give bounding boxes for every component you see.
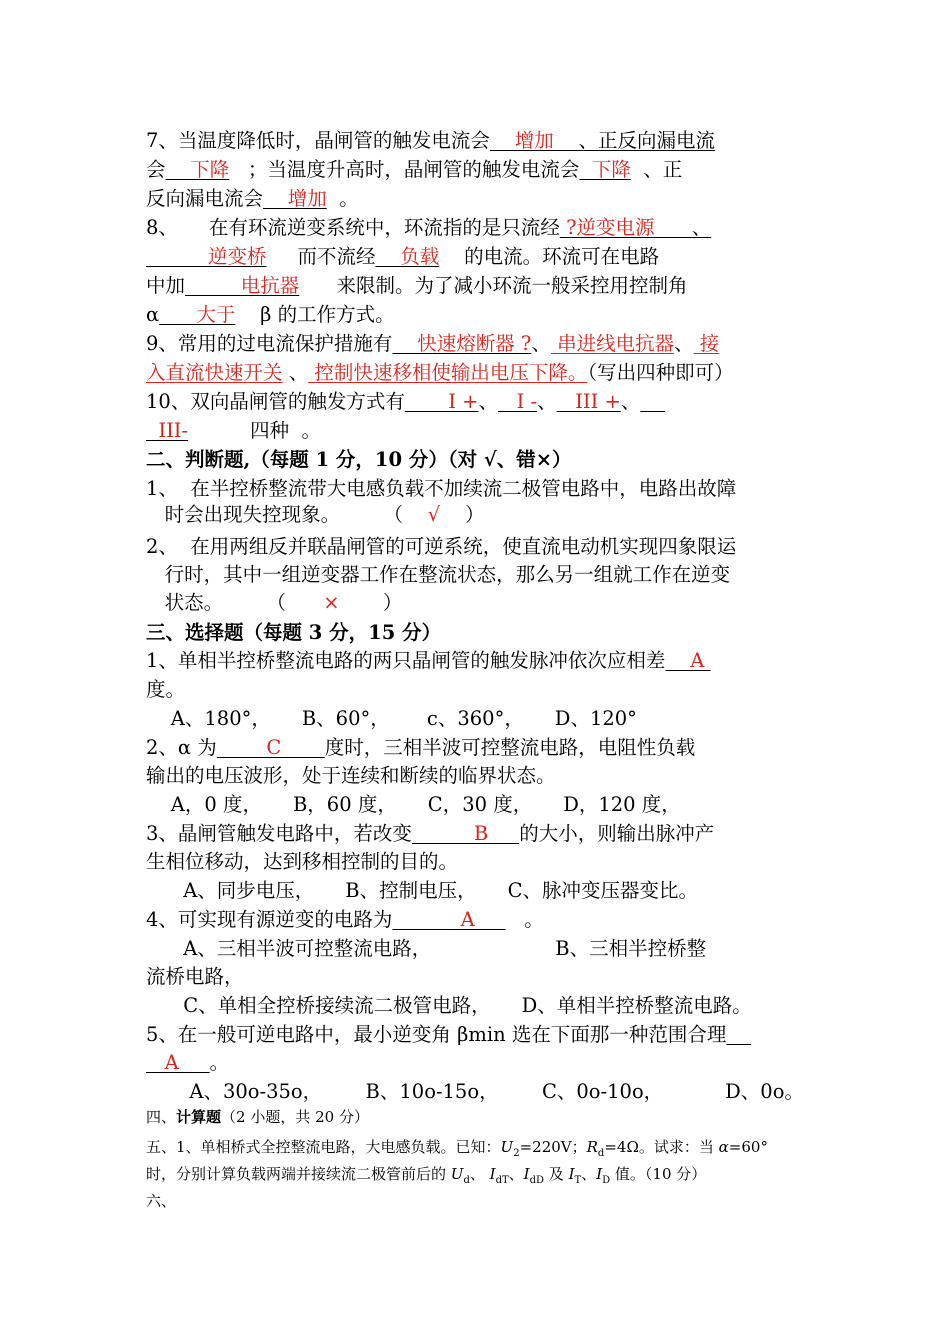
judge-2-mark: × (286, 591, 340, 614)
choice-4-options-1: A、三相半波可控整流电路， B、三相半控桥整 (146, 937, 707, 960)
choice-4-options-3: C、单相全控桥接续流二极管电路， D、单相半控桥整流电路。 (146, 994, 752, 1017)
q8-answer-3: 负载 (375, 245, 440, 268)
q8-line1: 8、 在有环流逆变系统中，环流指的是只流经 ?逆变电源 、 (146, 216, 712, 239)
section-4-title: 四、计算题（2 小题，共 20 分） (146, 1108, 369, 1126)
section-2-title: 二、判断题,（每题 1 分，10 分）（对 √、错×） (146, 448, 572, 471)
q8-answer-2: 逆变桥 (146, 245, 267, 268)
choice-5-options: A、30o-35o， B、10o-15o， C、0o-10o， D、0o。 (146, 1080, 804, 1103)
q9-answer-3: 接 (693, 332, 720, 355)
q7-answer-4: 增加 (263, 187, 327, 210)
q10-answer-3: III + (556, 390, 621, 413)
choice-3-answer: B (411, 822, 520, 845)
choice-2-options: A，0 度， B，60 度， C，30 度， D，120 度， (146, 793, 681, 816)
q8-line4: α 大于 β 的工作方式。 (146, 303, 395, 326)
q7-line2: 会 下降 ；当温度升高时，晶闸管的触发电流会 下降 、正 (146, 158, 683, 181)
choice-1-line1: 1、单相半控桥整流电路的两只晶闸管的触发脉冲依次应相差 A (146, 649, 711, 672)
q7-answer-3: 下降 (579, 158, 631, 181)
choice-3-line1: 3、晶闸管触发电路中，若改变 B 的大小，则输出脉冲产 (146, 822, 715, 845)
judge-1-line2: 时会出现失控现象。 （ √ ） (146, 503, 485, 526)
q7-line1 (146, 128, 715, 154)
choice-1-line2: 度。 (146, 678, 186, 701)
q8-answer-1: ?逆变电源 (559, 216, 655, 239)
q10-line2: III- 四种 。 (146, 419, 321, 442)
judge-2-line2: 行时，其中一组逆变器工作在整流状态，那么另一组就工作在逆变 (146, 563, 731, 586)
q9-answer-4: 控制快速移相使输出电压下降。 (308, 361, 588, 384)
q9-answer-2: 串进线电抗器 (550, 332, 675, 355)
calc-problem-line2: 时，分别计算负载两端并接续流二极管前后的 $U_d$、 $I_{dT}$、$I_{dD}$ 及 $I_T$、$I_D$ 值。（10 分） (146, 1165, 707, 1186)
choice-2-answer: C (216, 736, 325, 759)
judge-2-line3: 状态。 （ × ） (146, 591, 403, 614)
choice-5-line2: A 。 (146, 1051, 230, 1074)
q7-text: 、正反向漏电流 (553, 129, 716, 152)
q7-text: 7、当温度降低时，晶闸管的触发电流会 (146, 129, 490, 152)
judge-2-line1: 2、 在用两组反并联晶闸管的可逆系统，使直流电动机实现四象限运 (146, 535, 737, 558)
q10-answer-1: I + (404, 390, 479, 413)
q8-answer-5: 大于 (159, 303, 236, 326)
calc-problem-line1: 五、1、单相桥式全控整流电路，大电感负载。已知：$U_2=220V$；$R_d=4\Omega$。试求：当 α=60° (146, 1138, 768, 1159)
choice-1-options: A、180°， B、60°， c、360°， D、120° (146, 707, 637, 730)
q8-answer-4: 电抗器 (185, 274, 300, 297)
choice-2-line1: 2、α 为 C 度时，三相半波可控整流电路，电阻性负载 (146, 736, 696, 759)
q9-line1: 9、常用的过电流保护措施有 快速熔断器 ?、 串进线电抗器、 接 (146, 332, 720, 355)
section-6-title: 六、 (146, 1192, 177, 1210)
choice-5-answer: A (146, 1051, 210, 1074)
q10-line1: 10、双向晶闸管的触发方式有 I +、 I -、 III +、 (146, 390, 641, 413)
q10-answer-4: III- (146, 419, 189, 442)
choice-4-answer: A (392, 908, 506, 931)
q8-line3: 中加 电抗器 来限制。为了减小环流一般采控用控制角 (146, 274, 688, 297)
q9-answer-3-cont: 入直流快速开关 (146, 361, 283, 384)
choice-2-line2: 输出的电压波形，处于连续和断续的临界状态。 (146, 764, 556, 787)
choice-5-line1: 5、在一般可逆电路中，最小逆变角 βmin 选在下面那一种范围合理 (146, 1023, 727, 1046)
q9-answer-1: 快速熔断器 ? (392, 332, 532, 355)
q7-answer-1: 增加 (489, 129, 554, 152)
q8-line2: 逆变桥 而不流经 负载 的电流。环流可在电路 (146, 245, 660, 268)
judge-1-mark: √ (403, 503, 441, 526)
choice-4-options-2: 流桥电路， (146, 965, 244, 988)
q9-line2: 入直流快速开关 、 控制快速移相使输出电压下降。（写出四种即可） (146, 361, 734, 384)
choice-3-options: A、同步电压， B、控制电压， C、脉冲变压器变比。 (146, 879, 699, 902)
q7-answer-2: 下降 (165, 158, 230, 181)
q10-answer-2: I - (497, 390, 538, 413)
section-3-title: 三、选择题（每题 3 分，15 分） (146, 621, 442, 644)
q7-line3: 反向漏电流会 增加 。 (146, 187, 359, 210)
choice-1-answer: A (665, 649, 711, 672)
judge-1-line1: 1、 在半控桥整流带大电感负载不加续流二极管电路中，电路出故障 (146, 477, 737, 500)
choice-3-line2: 生相位移动，达到移相控制的目的。 (146, 850, 459, 873)
choice-4-line1: 4、可实现有源逆变的电路为 A 。 (146, 908, 544, 931)
